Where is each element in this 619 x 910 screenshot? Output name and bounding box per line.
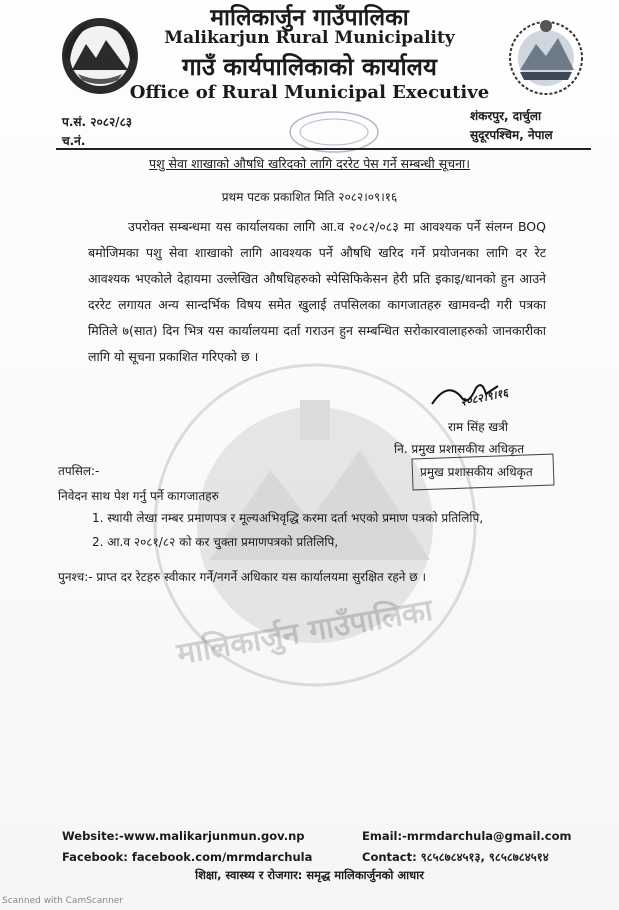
header-divider xyxy=(56,148,591,150)
dispatch-number: च.नं. xyxy=(62,134,86,148)
municipality-title-en: Malikarjun Rural Municipality xyxy=(164,28,455,48)
stamp-text: प्रमुख प्रशासकीय अधिकृत xyxy=(420,465,533,479)
document-item-2: 2. आ.व २०८१/८२ को कर चुक्ता प्रमाणपत्रको प्रतिलिपि, xyxy=(92,535,339,549)
municipality-title-np: मालिकार्जुन गाउँपालिका xyxy=(210,4,409,31)
camscanner-watermark: Scanned with CamScanner xyxy=(2,896,124,906)
footer-slogan: शिक्षा, स्वास्थ्य र रोजगार: समृद्ध मालिकार्जुनको आधार xyxy=(195,868,424,882)
annex-heading: तपसिल:- xyxy=(58,464,100,478)
watermark-text: मालिकार्जुन गाउँपालिका xyxy=(174,592,436,673)
office-title-np: गाउँ कार्यपालिकाको कार्यालय xyxy=(182,52,437,81)
signature-date: २०८२।९।१६ xyxy=(459,386,510,409)
footer-email: Email:-mrmdarchula@gmail.com xyxy=(362,829,572,843)
postscript-note: पुनश्च:- प्राप्त दर रेटहरु स्वीकार गर्ने/नगर्ने अधिकार यस कार्यालयमा सुरक्षित रहने छ । xyxy=(58,570,427,584)
notice-subject: पशु सेवा शाखाको औषधि खरिदको लागि दररेट पेस गर्ने सम्बन्धी सूचना। xyxy=(148,156,470,171)
footer-facebook: Facebook: facebook.com/mrmdarchula xyxy=(62,850,313,864)
first-published-date: प्रथम पटक प्रकाशित मिति २०८२।०९।१६ xyxy=(221,190,398,204)
footer-contact: Contact: ९८५८७८४५१३, ९८५८७८४५१४ xyxy=(362,850,549,864)
signatory-name: राम सिंह खत्री xyxy=(448,420,508,434)
notice-body: उपरोक्त सम्बन्धमा यस कार्यालयका लागि आ.व २०८२/०८३ मा आवश्यक पर्ने संलग्न BOQ बमोजिमका पशु सेवा शाखाको लागि आवश्यक पर्ने औषधि खरिद गर्ने प्रयोजनका लागि दर रेट आवश्यक भएकोले देहायमा उल्लेखित औषधिहरुको स्पेसिफिकेसन हेरी प्रति इकाइ/थानको हुन आउने दररेट लगायत अन्य सान्दर्भिक विषय समेत खुलाई तपसिलका कागजातहरु खामवन्दी गरी पत्रका मितिले ७(सात) दिन भित्र यस कार्यालयमा दर्ता गराउन हुन सम्बन्धित सरोकारवालाहरुको जानकारीका लागि यो सूचना प्रकाशित गरिएको छ । xyxy=(88,219,546,364)
address-line-1: शंकरपुर, दार्चुला xyxy=(470,109,542,123)
documents-heading: निवेदन साथ पेश गर्नु पर्ने कागजातहरु xyxy=(58,489,219,503)
reference-number: प.सं. २०८२/८३ xyxy=(62,115,133,129)
office-title-en: Office of Rural Municipal Executive xyxy=(129,82,490,103)
signatory-title: नि. प्रमुख प्रशासकीय अधिकृत xyxy=(394,442,525,456)
address-line-2: सुदूरपश्चिम, नेपाल xyxy=(470,128,553,142)
footer-website: Website:-www.malikarjunmun.gov.np xyxy=(62,829,305,843)
document-item-1: 1. स्थायी लेखा नम्बर प्रमाणपत्र र मूल्यअभिवृद्धि करमा दर्ता भएको प्रमाण पत्रको प्रतिलिपि, xyxy=(92,511,484,525)
